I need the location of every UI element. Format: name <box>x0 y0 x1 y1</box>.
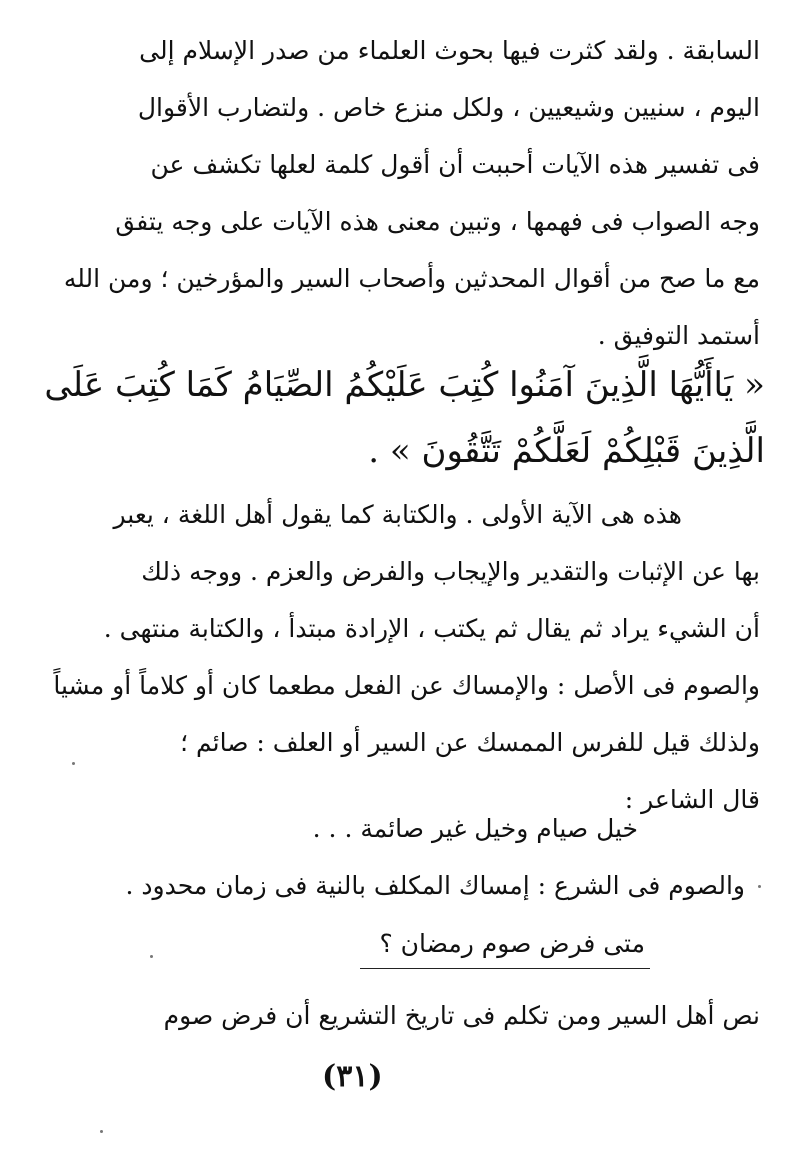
scan-speck <box>745 700 748 703</box>
text-line: فى تفسير هذه الآيات أحببت أن أقول كلمة لعلها تكشف عن <box>150 150 760 179</box>
text-line: هذه هى الآية الأولى . والكتابة كما يقول أهل اللغة ، يعبر <box>113 500 682 529</box>
scan-speck <box>758 885 761 888</box>
scan-speck <box>100 1130 103 1133</box>
quran-line: الَّذِينَ قَبْلِكُمْ لَعَلَّكُمْ تَتَّقُونَ » . <box>368 431 765 471</box>
text-line: وجه الصواب فى فهمها ، وتبين معنى هذه الآيات على وجه يتفق <box>115 207 760 236</box>
scan-speck <box>150 955 153 958</box>
quran-line: « يَاأَيُّهَا الَّذِينَ آمَنُوا كُتِبَ عَلَيْكُمُ الصِّيَامُ كَمَا كُتِبَ عَلَى <box>44 365 765 405</box>
poetry-verse: خيل صيام وخيل غير صائمة . . . <box>312 814 638 843</box>
text-line: أستمد التوفيق . <box>597 321 760 350</box>
text-line: مع ما صح من أقوال المحدثين وأصحاب السير والمؤرخين ؛ ومن الله <box>63 264 760 293</box>
text-line: والصوم فى الأصل : والإمساك عن الفعل مطعما كان أو كلاماً أو مشياً <box>53 671 760 700</box>
definition-line: والصوم فى الشرع : إمساك المكلف بالنية فى زمان محدود . <box>125 871 745 900</box>
text-line: أن الشيء يراد ثم يقال ثم يكتب ، الإرادة مبتدأ ، والكتابة منتهى . <box>103 614 760 643</box>
text-line: ولذلك قيل للفرس الممسك عن السير أو العلف : صائم ؛ <box>180 728 760 757</box>
commentary-paragraph <box>40 486 760 828</box>
final-paragraph <box>40 987 760 1044</box>
quran-verse <box>30 352 765 484</box>
text-line: نص أهل السير ومن تكلم فى تاريخ التشريع أن فرض صوم <box>163 1001 760 1030</box>
intro-paragraph <box>40 22 760 364</box>
text-line: اليوم ، سنيين وشيعيين ، ولكل منزع خاص . ولتضارب الأقوال <box>137 93 760 122</box>
text-line: قال الشاعر : <box>624 785 760 814</box>
text-line: السابقة . ولقد كثرت فيها بحوث العلماء من صدر الإسلام إلى <box>139 36 760 65</box>
scan-speck <box>72 762 75 765</box>
heading-underline <box>360 968 650 969</box>
text-line: بها عن الإثبات والتقدير والإيجاب والفرض والعزم . ووجه ذلك <box>141 557 760 586</box>
section-heading: متى فرض صوم رمضان ؟ <box>379 929 645 958</box>
page-number: (٣١) <box>322 1059 383 1094</box>
